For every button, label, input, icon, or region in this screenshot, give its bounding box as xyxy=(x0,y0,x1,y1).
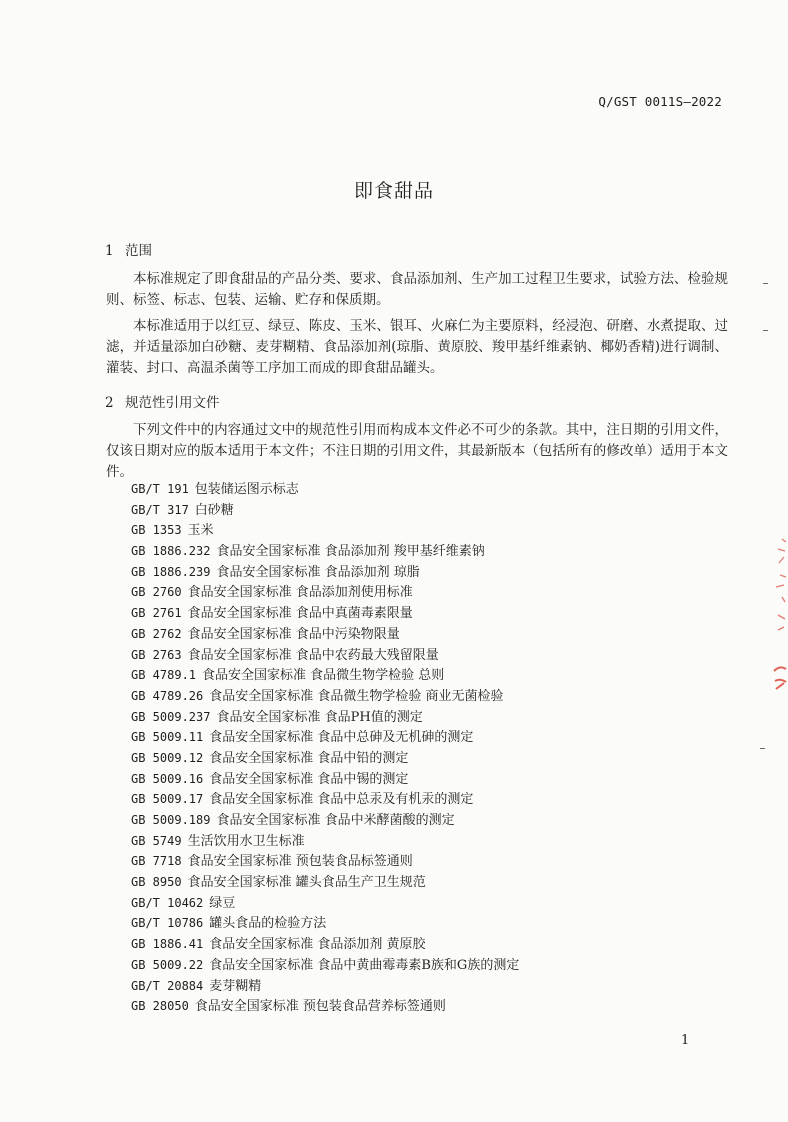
reference-name: 绿豆 xyxy=(209,895,236,911)
reference-name: 包装储运图示标志 xyxy=(194,482,299,497)
reference-item xyxy=(131,789,519,810)
page-number: 1 xyxy=(681,1033,690,1048)
standard-code: Q/GST 0011S—2022 xyxy=(598,94,722,109)
margin-mark xyxy=(760,748,765,749)
reference-code: GB 5009.16 xyxy=(131,771,204,786)
reference-item xyxy=(131,645,519,666)
reference-name: 食品安全国家标准 食品中铅的测定 xyxy=(209,750,409,766)
reference-code: GB 5749 xyxy=(131,833,182,848)
reference-code: GB 1886.239 xyxy=(131,564,211,579)
reference-name: 食品安全国家标准 食品中锡的测定 xyxy=(209,771,409,787)
reference-name: 罐头食品的检验方法 xyxy=(209,916,327,932)
reference-item xyxy=(131,562,519,583)
reference-code: GB 5009.237 xyxy=(131,709,211,724)
reference-item xyxy=(131,810,519,831)
reference-item xyxy=(131,520,519,541)
reference-item xyxy=(131,769,519,790)
reference-item xyxy=(131,748,519,769)
reference-item xyxy=(131,996,519,1017)
reference-item xyxy=(131,913,519,934)
reference-code: GB 5009.17 xyxy=(131,792,204,807)
reference-code: GB 7718 xyxy=(131,854,182,869)
reference-item xyxy=(131,603,519,624)
reference-code: GB 28050 xyxy=(131,999,189,1014)
section-title: 范围 xyxy=(125,243,152,259)
reference-code: GB 2762 xyxy=(131,626,182,641)
reference-code: GB 4789.1 xyxy=(131,668,197,683)
reference-name: 生活饮用水卫生标准 xyxy=(187,833,305,849)
reference-name: 食品安全国家标准 食品中污染物限量 xyxy=(187,626,400,642)
reference-code: GB 5009.189 xyxy=(131,813,211,827)
reference-item xyxy=(131,479,519,500)
reference-name: 食品安全国家标准 食品添加剂使用标准 xyxy=(187,585,413,601)
reference-name: 食品安全国家标准 预包装食品营养标签通则 xyxy=(194,999,446,1015)
reference-name: 食品安全国家标准 罐头食品生产卫生规范 xyxy=(187,875,426,891)
reference-item xyxy=(131,541,519,562)
reference-item xyxy=(131,686,519,707)
reference-name: 麦芽糊精 xyxy=(209,978,262,994)
scope-paragraph-1: 本标准规定了即食甜品的产品分类、要求、食品添加剂、生产加工过程卫生要求，试验方法、检验规则、标签、标志、包装、运输、贮存和保质期。 xyxy=(106,271,728,308)
margin-mark xyxy=(763,283,768,284)
reference-name: 食品安全国家标准 食品中黄曲霉毒素B族和G族的测定 xyxy=(209,957,520,973)
reference-code: GB 4789.26 xyxy=(131,688,204,703)
reference-name: 食品安全国家标准 食品添加剂 黄原胶 xyxy=(209,937,426,953)
reference-item xyxy=(131,893,519,914)
reference-code: GB 1886.232 xyxy=(131,544,211,559)
references-intro-paragraph: 下列文件中的内容通过文中的规范性引用而构成本文件必不可少的条款。其中，注日期的引用文件，仅该日期对应的版本适用于本文件；不注日期的引用文件，其最新版本（包括所有的修改单）适用于本文件。 xyxy=(106,422,728,480)
reference-name: 食品安全国家标准 食品中真菌毒素限量 xyxy=(187,606,413,622)
seal-edge-mark xyxy=(772,535,788,695)
reference-code: GB/T 20884 xyxy=(131,978,204,993)
reference-item xyxy=(131,831,519,852)
section-number: 2 xyxy=(105,395,114,411)
reference-code: GB/T 317 xyxy=(131,502,189,517)
reference-code: GB 1353 xyxy=(131,523,182,538)
reference-list xyxy=(131,479,519,1017)
reference-code: GB 8950 xyxy=(131,875,182,890)
document-title: 即食甜品 xyxy=(353,180,434,202)
reference-item xyxy=(131,624,519,645)
section-2-heading xyxy=(105,391,220,411)
scope-paragraph-2: 本标准适用于以红豆、绿豆、陈皮、玉米、银耳、火麻仁为主要原料，经浸泡、研磨、水煮提取、过滤，并适量添加白砂糖、麦芽糊精、食品添加剂(琼脂、黄原胶、羧甲基纤维素钠、椰奶香精)进行调制、灌装、封口、高温杀菌等工序加工而成的即食甜品罐头。 xyxy=(106,318,728,376)
reference-item xyxy=(131,665,519,686)
reference-code: GB 5009.11 xyxy=(131,730,204,745)
reference-name: 食品安全国家标准 预包装食品标签通则 xyxy=(187,854,413,870)
section-title: 规范性引用文件 xyxy=(125,395,220,411)
reference-name: 玉米 xyxy=(187,523,214,539)
reference-item xyxy=(131,727,519,748)
reference-item xyxy=(131,582,519,603)
reference-code: GB 2761 xyxy=(131,606,182,621)
reference-name: 食品安全国家标准 食品添加剂 羧甲基纤维素钠 xyxy=(216,544,485,560)
reference-code: GB 5009.12 xyxy=(131,750,204,765)
reference-name: 食品安全国家标准 食品微生物学检验 总则 xyxy=(202,668,445,684)
reference-code: GB 2760 xyxy=(131,585,182,600)
section-1-heading xyxy=(105,239,152,259)
reference-code: GB 2763 xyxy=(131,647,182,662)
reference-name: 食品安全国家标准 食品中农药最大残留限量 xyxy=(187,647,439,663)
reference-item xyxy=(131,976,519,997)
reference-name: 食品安全国家标准 食品微生物学检验 商业无菌检验 xyxy=(209,688,504,704)
reference-name: 食品安全国家标准 食品中总砷及无机砷的测定 xyxy=(209,730,474,746)
reference-code: GB 1886.41 xyxy=(131,937,204,952)
reference-item xyxy=(131,934,519,955)
reference-item xyxy=(131,500,519,521)
reference-code: GB 5009.22 xyxy=(131,957,204,972)
reference-code: GB/T 10462 xyxy=(131,895,204,910)
reference-name: 白砂糖 xyxy=(194,502,234,518)
reference-item xyxy=(131,955,519,976)
reference-code: GB/T 10786 xyxy=(131,916,204,931)
reference-name: 食品安全国家标准 食品中米酵菌酸的测定 xyxy=(216,813,455,828)
reference-item xyxy=(131,851,519,872)
reference-name: 食品安全国家标准 食品中总汞及有机汞的测定 xyxy=(209,792,474,808)
reference-code: GB/T 191 xyxy=(131,482,189,496)
margin-mark xyxy=(763,330,768,331)
reference-name: 食品安全国家标准 食品添加剂 琼脂 xyxy=(216,564,420,580)
reference-item xyxy=(131,707,519,728)
reference-name: 食品安全国家标准 食品PH值的测定 xyxy=(216,709,423,725)
section-number: 1 xyxy=(105,243,114,259)
reference-item xyxy=(131,872,519,893)
